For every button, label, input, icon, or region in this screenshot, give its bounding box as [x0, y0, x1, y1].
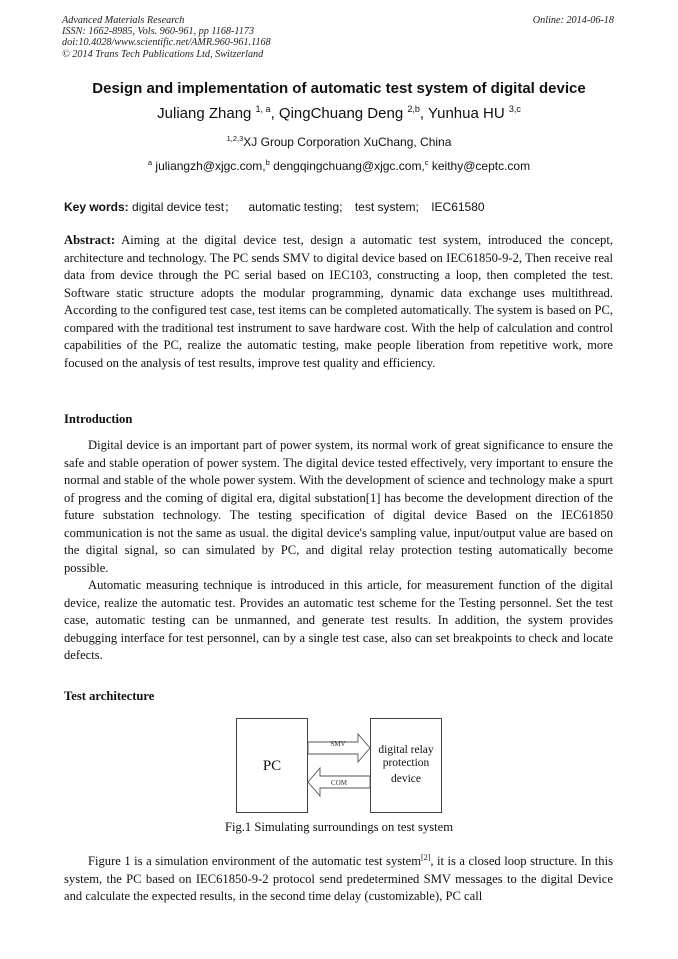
paragraph-text: , it is a closed loop structure. In this system, the PC based on IEC61850-9-2 protocol send predetermined SMV messages to the digital Device and calculate the expected results, in the second time delay (customizable), PC call — [64, 854, 614, 903]
keyword: IEC61580 — [431, 200, 485, 214]
device-label-line: protection — [382, 757, 430, 769]
author-name: QingChuang Deng — [278, 105, 404, 122]
keywords-label: Key words: — [64, 200, 129, 214]
affiliation — [40, 135, 638, 149]
email-mark: b — [265, 158, 270, 167]
email-address[interactable]: keithy@ceptc.com — [431, 159, 531, 173]
affiliation-text: XJ Group Corporation XuChang, China — [243, 135, 452, 149]
smv-arrow — [308, 734, 370, 762]
author-affil-mark: 2,b — [407, 104, 420, 114]
keywords — [64, 198, 494, 215]
paper-title: Design and implementation of automatic test system of digital device — [92, 80, 586, 97]
author-affil-mark: 1, a — [255, 104, 271, 114]
author-name: Juliang Zhang — [157, 105, 252, 122]
abstract-label: Abstract: — [64, 233, 116, 247]
paragraph: Automatic measuring technique is introduced in this article, for measurement function of the digital device, realize the automatic test. Provides an automatic test scheme for the Testing personnel. Set the test case, automatic testing can be unmanned, and generate test results. In addition, the system provides debugging interface for test personnel, can by a single test case, also can set breakpoints to check and locate defects. — [64, 578, 613, 662]
smv-label: SMV — [330, 740, 346, 748]
paragraph: Digital device is an important part of power system, its normal work of great significance to ensure the safe and stable operation of power system. The digital device tested effectively, very important to ensure the normal and stable of the whole power system. With the development of science and technology make a spurt of progress and the coming of digital era, digital substation[1] has become the development direction of the future substation technology. The testing specification of digital device Based on the IEC61850 communication is not the same as usual. the digital device's sampling value, input/output value are based on the digital signal, so can simulated by PC, and digital relay protection testing automatically become possible. — [64, 438, 613, 575]
paragraph-text: Figure 1 is a simulation environment of the automatic test system — [88, 854, 422, 868]
introduction-body — [64, 437, 613, 665]
figure-caption: Fig.1 Simulating surroundings on test system — [224, 820, 454, 834]
issn-line: ISSN: 1662-8985, Vols. 960-961, pp 1168-1173 — [62, 26, 255, 38]
author-affil-mark: 3,c — [508, 104, 521, 114]
abstract-text: Aiming at the digital device test, design a automatic test system, introduced the concept, architecture and technology. The PC sends SMV to digital device based on IEC61850-9-2, Then receive real data from device through the PC serial based on IEC103, constructing a loop, then completed the test. Software static structure adopts the modular programming, dynamic data exchange uses multithread. According to the configured test case, test items can be completed automatically. The system is based on PC, compared with the traditional test instrument to save hardware cost. With the help of calculation and control capabilities of the PC, realize the automatic testing, make people liberation from repetitive work, more focused on the analysis of test results, improve test quality and efficiency. — [64, 233, 613, 370]
author-name: Yunhua HU — [427, 105, 505, 122]
section-heading-test-architecture: Test architecture — [64, 689, 155, 703]
pc-label: PC — [262, 758, 282, 774]
author-list — [40, 105, 638, 122]
copyright-line: © 2014 Trans Tech Publications Ltd, Switzerland — [62, 48, 264, 60]
abstract — [64, 232, 613, 372]
test-architecture-body — [64, 853, 613, 906]
citation-ref[interactable]: [2] — [421, 853, 431, 862]
paragraph — [64, 853, 613, 906]
section-heading-introduction: Introduction — [64, 412, 133, 426]
keyword: digital device test； — [132, 200, 237, 214]
email-mark: c — [424, 158, 429, 167]
author-separator: , — [419, 105, 428, 122]
device-label-line: device — [390, 773, 422, 785]
email-list — [40, 159, 638, 173]
affiliation-mark: 1,2,3 — [226, 134, 244, 143]
journal-name: Advanced Materials Research — [62, 15, 185, 26]
email-address[interactable]: dengqingchuang@xjgc.com, — [273, 159, 425, 173]
keyword: test system; — [354, 200, 419, 214]
journal-header — [62, 15, 271, 60]
author-separator: , — [270, 105, 279, 122]
email-mark: a — [147, 158, 153, 167]
com-label: COM — [331, 779, 347, 787]
figure-1-diagram — [236, 718, 442, 814]
email-address[interactable]: juliangzh@xjgc.com, — [155, 159, 266, 173]
device-label-line: digital relay — [378, 744, 434, 756]
keyword: automatic testing; — [248, 200, 343, 214]
online-date: Online: 2014-06-18 — [532, 15, 614, 26]
doi-line: doi:10.4028/www.scientific.net/AMR.960-961.1168 — [62, 37, 271, 49]
